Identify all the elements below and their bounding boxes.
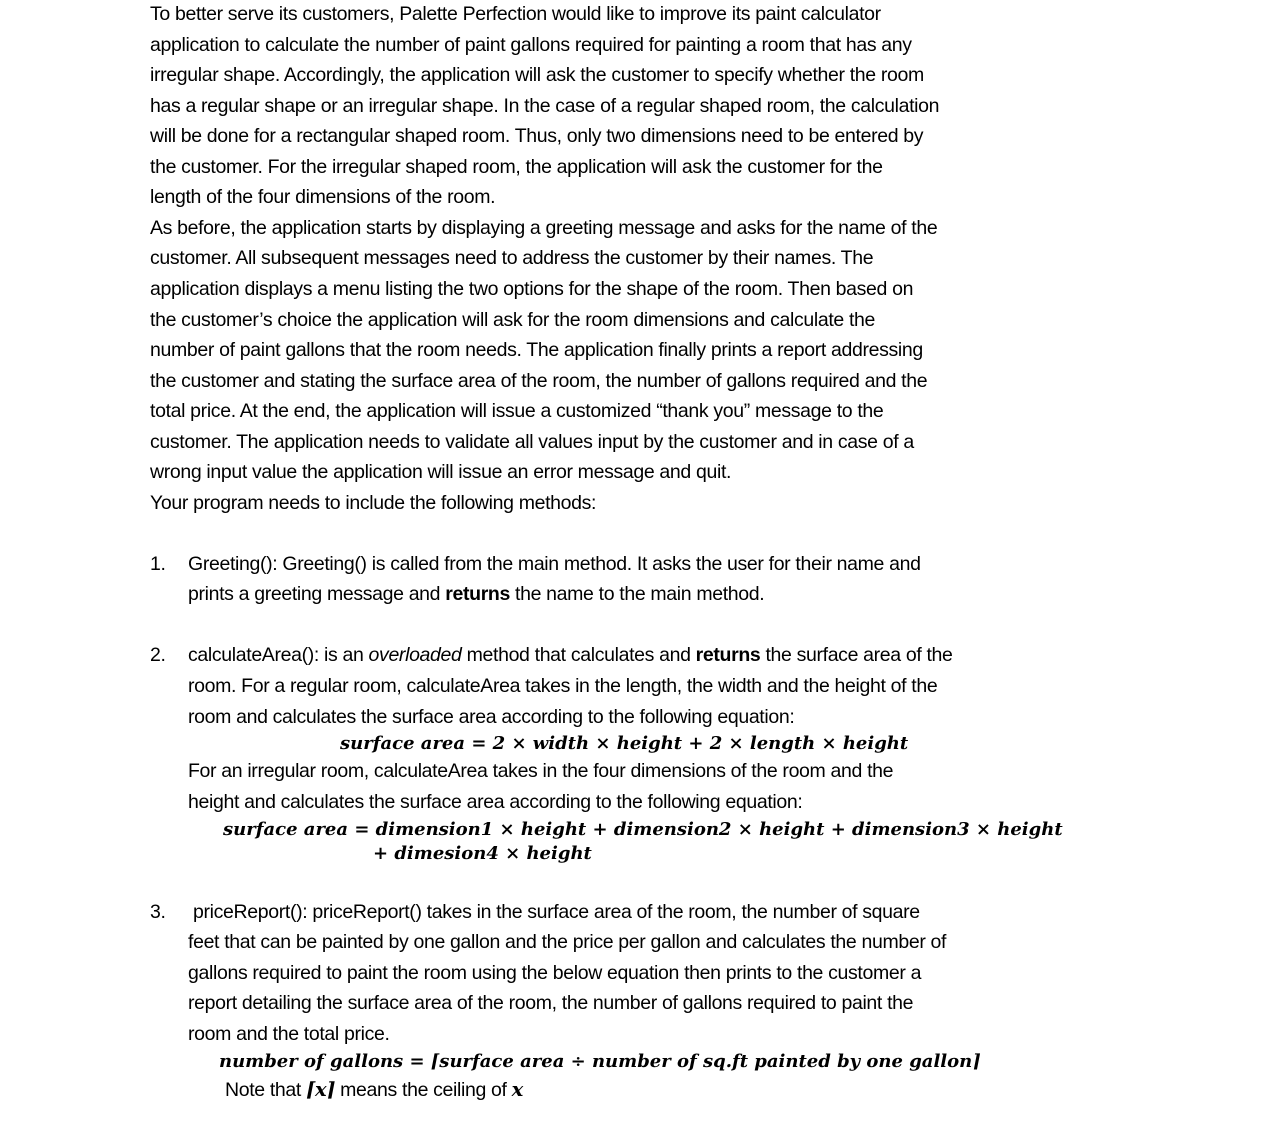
item2-line: height and calculates the surface area according to the following equation: [188, 791, 803, 813]
intro-line: the customer. For the irregular shaped room, the application will ask the customer for the [150, 155, 883, 178]
intro-line: As before, the application starts by displaying a greeting message and asks for the name of the [150, 216, 938, 239]
item2-line: room and calculates the surface area according to the following equation: [188, 706, 795, 728]
intro-line: the customer and stating the surface area of the room, the number of gallons required and the [150, 369, 928, 392]
item2-line: room. For a regular room, calculateArea takes in the length, the width and the height of the [188, 675, 938, 697]
item-number: 3. [150, 901, 166, 923]
equation-regular: surface area = 2 × width × height + 2 × length × height [340, 733, 909, 754]
equation-irregular-cont: + dimesion4 × height [373, 843, 592, 864]
item1-line: prints a greeting message and returns the name to the main method. [188, 583, 765, 605]
item2-line: For an irregular room, calculateArea takes in the four dimensions of the room and the [188, 760, 894, 782]
intro-line: has a regular shape or an irregular shape. In the case of a regular shaped room, the calculation [150, 94, 940, 117]
equation-gallons: number of gallons = ⌈surface area ÷ number of sq.ft painted by one gallon⌉ [219, 1051, 981, 1072]
intro-line: To better serve its customers, Palette Perfection would like to improve its paint calculator [150, 3, 881, 25]
item2-line: calculateArea(): is an overloaded method that calculates and returns the surface area of the [188, 644, 953, 666]
item3-line: report detailing the surface area of the room, the number of gallons required to paint the [188, 992, 914, 1014]
ceiling-note: Note that ⌈x⌉ means the ceiling of x [225, 1078, 523, 1101]
equation-irregular: surface area = dimension1 × height + dimension2 × height + dimension3 × height [223, 819, 1063, 840]
item3-line: priceReport(): priceReport() takes in the surface area of the room, the number of square [193, 901, 920, 923]
intro-line: wrong input value the application will issue an error message and quit. [150, 461, 732, 484]
item1-line: Greeting(): Greeting() is called from the main method. It asks the user for their name and [188, 553, 921, 575]
intro-line: irregular shape. Accordingly, the application will ask the customer to specify whether the room [150, 64, 924, 87]
item3-line: room and the total price. [188, 1023, 390, 1045]
intro-line: total price. At the end, the application will issue a customized “thank you” message to the [150, 400, 884, 423]
intro-line: length of the four dimensions of the room. [150, 186, 496, 209]
intro-line: customer. The application needs to validate all values input by the customer and in case of a [150, 430, 914, 453]
item-number: 1. [150, 553, 166, 575]
item3-line: gallons required to paint the room using the below equation then prints to the customer a [188, 962, 922, 984]
intro-line: will be done for a rectangular shaped room. Thus, only two dimensions need to be entered by [150, 125, 924, 148]
intro-line: number of paint gallons that the room needs. The application finally prints a report addressing [150, 339, 923, 362]
intro-line: Your program needs to include the following methods: [150, 491, 597, 514]
intro-line: application displays a menu listing the two options for the shape of the room. Then based on [150, 277, 914, 300]
intro-line: the customer’s choice the application will ask for the room dimensions and calculate the [150, 308, 876, 331]
intro-line: customer. All subsequent messages need to address the customer by their names. The [150, 247, 874, 270]
item-number: 2. [150, 644, 166, 666]
intro-line: application to calculate the number of paint gallons required for painting a room that has any [150, 33, 912, 56]
item3-line: feet that can be painted by one gallon and the price per gallon and calculates the number of [188, 931, 947, 953]
